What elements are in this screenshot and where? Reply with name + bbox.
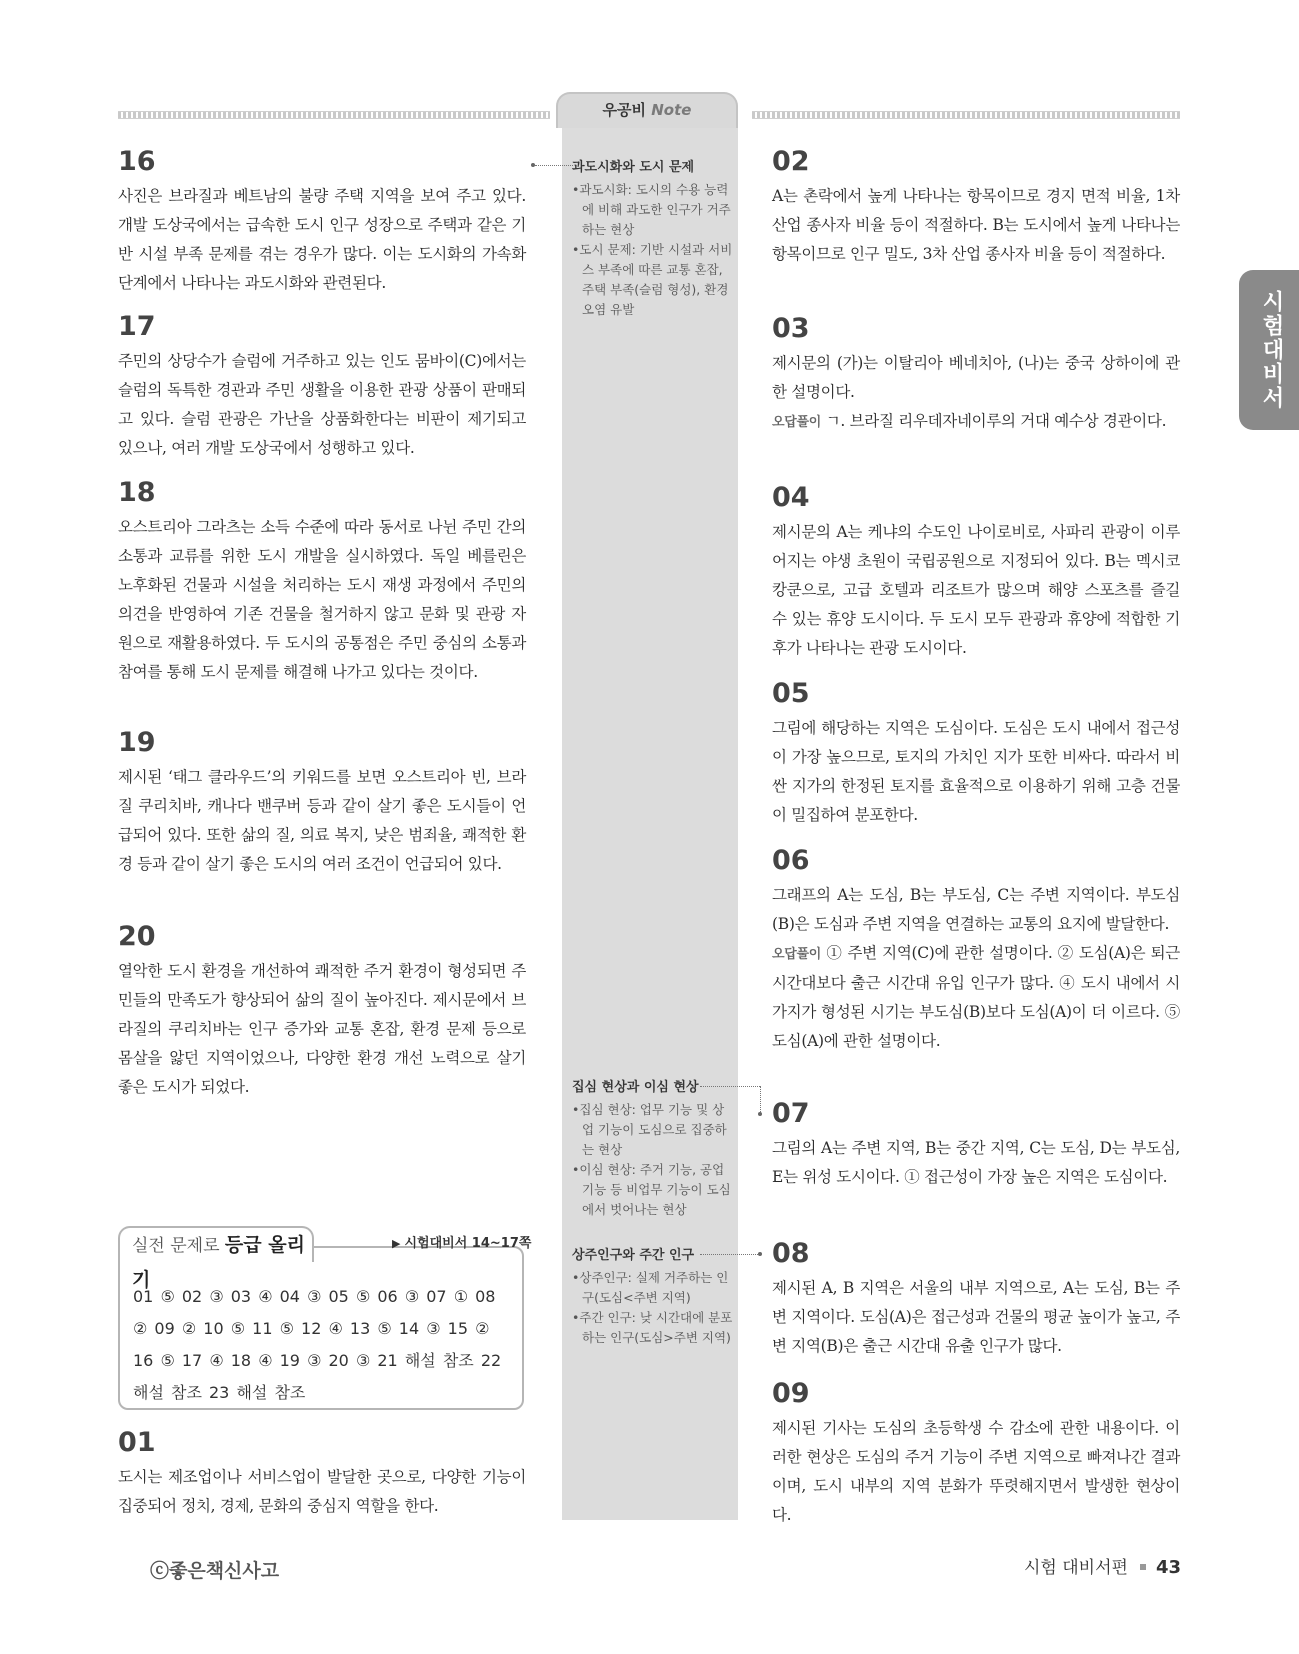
note-item: •과도시화: 도시의 수용 능력에 비해 과도한 인구가 거주하는 현상 xyxy=(572,182,731,237)
note-block-2 xyxy=(572,1078,734,1220)
item-number: 20 xyxy=(118,921,156,952)
explanation-text: ㄱ. 브라질 리우데자네이루의 거대 예수상 경관이다. xyxy=(825,412,1167,430)
item-number: 04 xyxy=(772,482,810,513)
page-number: 43 xyxy=(1155,1557,1181,1578)
connector-dot xyxy=(758,1112,762,1116)
note-item: •도시 문제: 기반 시설과 서비스 부족에 따른 교통 혼잡, 주택 부족(슬럼 형성), 환경 오염 유발 xyxy=(572,242,733,317)
footer-section: 시험 대비서편 xyxy=(1024,1558,1128,1578)
item-text: 제시된 A, B 지역은 서울의 내부 지역으로, A는 도심, B는 주변 지역이다. 도심(A)은 접근성과 건물의 평균 높이가 높고, 주변 지역(B)은 출근 시간대 유출 인구가 많다. xyxy=(772,1279,1180,1355)
item-text: 제시문의 (가)는 이탈리아 베네치아, (나)는 중국 상하이에 관한 설명이다. xyxy=(772,354,1180,401)
practice-label-pre: 실전 문제로 xyxy=(132,1236,220,1256)
top-rule-right xyxy=(752,111,1180,119)
top-rule-left xyxy=(118,111,550,119)
answer-item-09 xyxy=(772,1378,1180,1530)
note-block-3 xyxy=(572,1246,734,1348)
item-text: 주민의 상당수가 슬럼에 거주하고 있는 인도 뭄바이(C)에서는 슬럼의 독특한 경관과 주민 생활을 이용한 관광 상품이 판매되고 있다. 슬럼 관광은 가난을 상품화한다는 비판이 제기되고 있으나, 여러 개발 도상국에서 성행하고 있다. xyxy=(118,352,526,457)
wrong-answer-label: 오답풀이 xyxy=(772,947,822,962)
practice-label-bold: 등급 올리기 xyxy=(132,1234,305,1291)
item-number: 01 xyxy=(118,1427,156,1458)
note-item: •상주인구: 실제 거주하는 인구(도심<주변 지역) xyxy=(572,1270,729,1305)
answer-item-04 xyxy=(772,482,1180,663)
item-number: 18 xyxy=(118,477,156,508)
explanation-text: ① 주변 지역(C)에 관한 설명이다. ② 도심(A)은 퇴근 시간대보다 출근 시간대 유입 인구가 많다. ④ 도시 내에서 시가지가 형성된 시기는 부도심(B)보다 도심(A)이 더 이르다. ⑤ 도심(A)에 관한 설명이다. xyxy=(772,944,1180,1050)
note-item: •주간 인구: 낮 시간대에 분포하는 인구(도심>주변 지역) xyxy=(572,1310,733,1345)
item-number: 19 xyxy=(118,727,156,758)
note-title: 상주인구와 주간 인구 xyxy=(572,1248,695,1263)
item-text: A는 촌락에서 높게 나타나는 항목이므로 경지 면적 비율, 1차 산업 종사자 비율 등이 적절하다. B는 도시에서 높게 나타나는 항목이므로 인구 밀도, 3차 산업 종사자 비율 등이 적절하다. xyxy=(772,187,1180,263)
answer-item-20 xyxy=(118,921,526,1102)
note-title: 과도시화와 도시 문제 xyxy=(572,160,695,175)
publisher-logo: ⓒ좋은책신사고 xyxy=(150,1560,280,1582)
item-number: 09 xyxy=(772,1378,810,1409)
answer-item-06 xyxy=(772,845,1180,1056)
item-number: 17 xyxy=(118,311,156,342)
item-text: 그래프의 A는 도심, B는 부도심, C는 주변 지역이다. 부도심(B)은 도심과 주변 지역을 연결하는 교통의 요지에 발달한다. xyxy=(772,886,1180,933)
item-text: 열악한 도시 환경을 개선하여 쾌적한 주거 환경이 형성되면 주민들의 만족도가 향상되어 삶의 질이 높아진다. 제시문에서 브라질의 쿠리치바는 인구 증가와 교통 혼잡, 환경 문제 등으로 몸살을 앓던 지역이었으나, 다양한 환경 개선 노력으로 살기 좋은 도시가 되었다. xyxy=(118,962,526,1096)
note-block-1 xyxy=(572,158,734,320)
note-item: •이심 현상: 주거 기능, 공업 기능 등 비업무 기능이 도심에서 벗어나는 현상 xyxy=(572,1162,731,1217)
connector-line xyxy=(535,165,573,166)
item-number: 06 xyxy=(772,845,810,876)
note-item: •집심 현상: 업무 기능 및 상업 기능이 도심으로 집중하는 현상 xyxy=(572,1102,727,1157)
item-explanation xyxy=(772,939,1180,1056)
separator-square-icon xyxy=(1140,1564,1146,1570)
item-explanation xyxy=(772,407,1180,437)
answer-item-02 xyxy=(772,146,1180,269)
practice-ref-text: 시험대비서 14~17쪽 xyxy=(404,1236,532,1251)
answer-item-01 xyxy=(118,1427,526,1521)
item-number: 02 xyxy=(772,146,810,177)
item-number: 08 xyxy=(772,1238,810,1269)
answer-item-08 xyxy=(772,1238,1180,1361)
connector-dot xyxy=(758,1252,762,1256)
item-text: 제시문의 A는 케냐의 수도인 나이로비로, 사파리 관광이 이루어지는 야생 초원이 국립공원으로 지정되어 있다. B는 멕시코 캉쿤으로, 고급 호텔과 리조트가 많으며 해양 스포츠를 즐길 수 있는 휴양 도시이다. 두 도시 모두 관광과 휴양에 적합한 기후가 나타나는 관광 도시이다. xyxy=(772,523,1180,657)
connector-line xyxy=(700,1254,758,1255)
item-text: 그림에 해당하는 지역은 도심이다. 도심은 도시 내에서 접근성이 가장 높으므로, 토지의 가치인 지가 또한 비싸다. 따라서 비싼 지가의 한정된 토지를 효율적으로 이용하기 위해 고층 건물이 밀집하여 분포한다. xyxy=(772,719,1180,824)
item-number: 16 xyxy=(118,146,156,177)
item-text: 도시는 제조업이나 서비스업이 발달한 곳으로, 다양한 기능이 집중되어 정치, 경제, 문화의 중심지 역할을 한다. xyxy=(118,1468,526,1515)
answer-item-17 xyxy=(118,311,526,463)
side-tab[interactable]: 시험대비서 xyxy=(1239,270,1299,430)
answer-item-03 xyxy=(772,313,1180,437)
arrow-right-icon: ▶ xyxy=(392,1237,401,1250)
answer-item-18 xyxy=(118,477,526,687)
answer-item-16 xyxy=(118,146,526,298)
item-number: 07 xyxy=(772,1098,810,1129)
answer-item-05 xyxy=(772,678,1180,830)
connector-line xyxy=(760,1086,761,1112)
note-title: 집심 현상과 이심 현상 xyxy=(572,1080,699,1095)
item-text: 제시된 ‘태그 클라우드’의 키워드를 보면 오스트리아 빈, 브라질 쿠리치바, 캐나다 밴쿠버 등과 같이 살기 좋은 도시들이 언급되어 있다. 또한 삶의 질, 의료 복지, 낮은 범죄율, 쾌적한 환경 등과 같이 살기 좋은 도시의 여러 조건이 언급되어 있다. xyxy=(118,768,526,873)
wrong-answer-label: 오답풀이 xyxy=(772,415,822,430)
note-header xyxy=(556,92,738,128)
practice-ref xyxy=(392,1232,531,1251)
answer-item-19 xyxy=(118,727,526,879)
connector-line xyxy=(700,1086,760,1087)
answer-item-07 xyxy=(772,1098,1180,1192)
item-text: 제시된 기사는 도심의 초등학생 수 감소에 관한 내용이다. 이러한 현상은 도심의 주거 기능이 주변 지역으로 빠져나간 결과이며, 도시 내부의 지역 분화가 뚜렷해지면서 발생한 현상이다. xyxy=(772,1419,1180,1524)
item-text: 사진은 브라질과 베트남의 불량 주택 지역을 보여 주고 있다. 개발 도상국에서는 급속한 도시 인구 성장으로 주택과 같은 기반 시설 부족 문제를 겪는 경우가 많다. 이는 도시화의 가속화 단계에서 나타나는 과도시화와 관련된다. xyxy=(118,187,526,292)
item-number: 05 xyxy=(772,678,810,709)
practice-answers: 01 ⑤ 02 ③ 03 ④ 04 ③ 05 ⑤ 06 ③ 07 ① 08 ② 09 ② 10 ⑤ 11 ⑤ 12 ④ 13 ⑤ 14 ③ 15 ② 16 ⑤ 17 ④ 18 ④ 19 ③ 20 ③ 21 해설 참조 22 해설 참조 23 해설 참조 xyxy=(133,1287,502,1402)
practice-label xyxy=(118,1226,314,1291)
item-text: 그림의 A는 주변 지역, B는 중간 지역, C는 도심, D는 부도심, E는 위성 도시이다. ① 접근성이 가장 높은 지역은 도심이다. xyxy=(772,1139,1180,1186)
note-header-en: Note xyxy=(651,101,692,119)
page-footer xyxy=(1024,1553,1181,1578)
item-number: 03 xyxy=(772,313,810,344)
note-header-ko: 우공비 xyxy=(602,101,647,119)
item-text: 오스트리아 그라츠는 소득 수준에 따라 동서로 나뉜 주민 간의 소통과 교류를 위한 도시 개발을 실시하였다. 독일 베를린은 노후화된 건물과 시설을 처리하는 도시 재생 과정에서 주민의 의견을 반영하여 기존 건물을 철거하지 않고 문화 및 관광 자원으로 재활용하였다. 두 도시의 공통점은 주민 중심의 소통과 참여를 통해 도시 문제를 해결해 나가고 있다는 것이다. xyxy=(118,518,526,681)
